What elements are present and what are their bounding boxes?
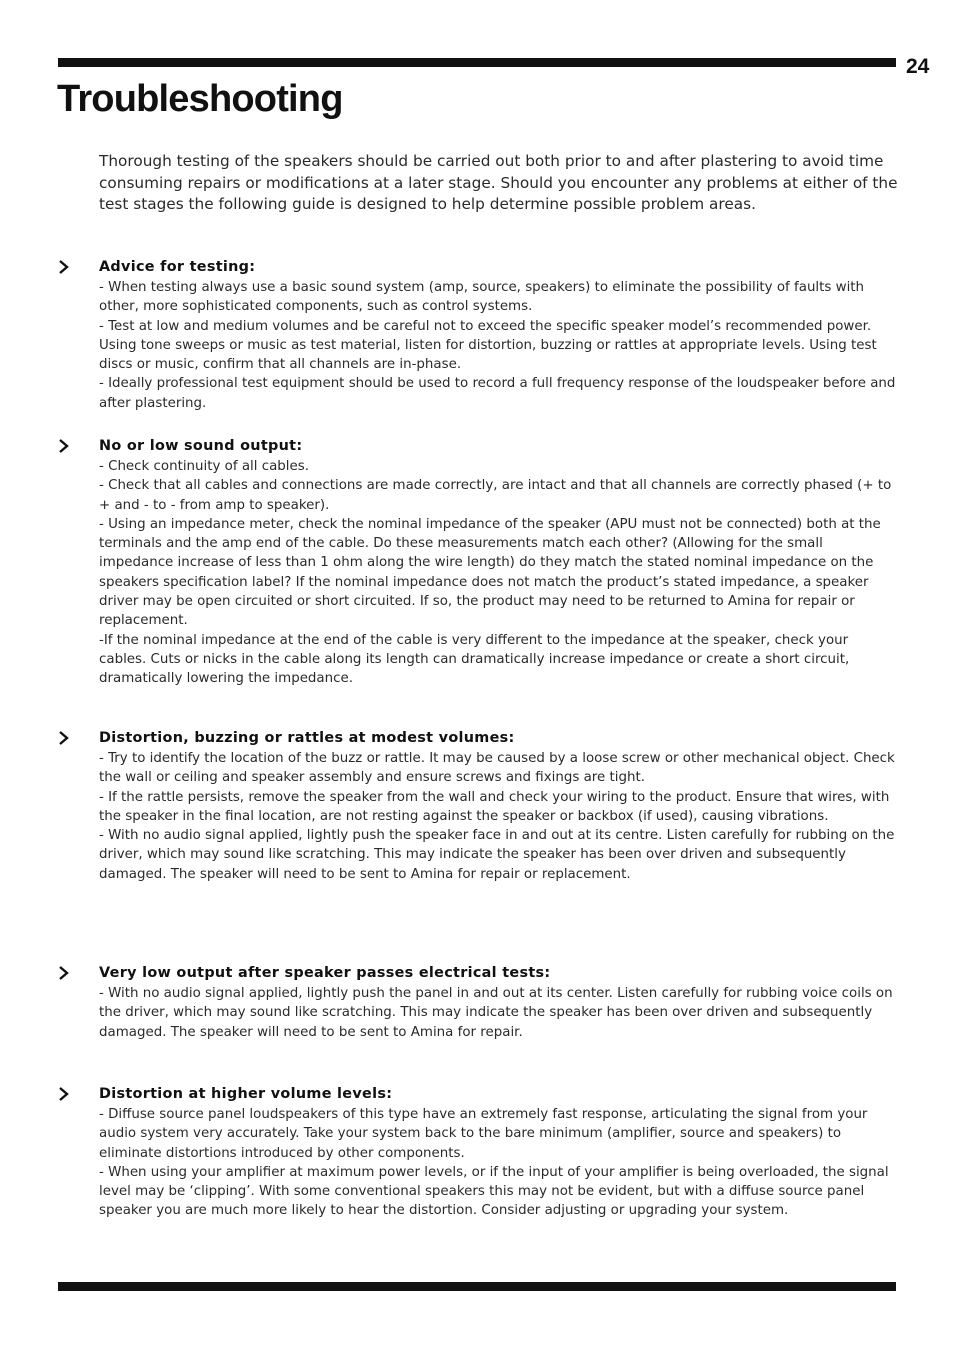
- section-body: [99, 1105, 899, 1221]
- chevron-right-icon: [57, 964, 71, 982]
- section-paragraph: - Check that all cables and connections are made correctly, are intact and that all channels are correctly phased (+ to + and - to - from amp to speaker).: [99, 478, 892, 513]
- page-number: 24: [906, 55, 930, 78]
- section-paragraph: - With no audio signal applied, lightly push the panel in and out at its center. Listen carefully for rubbing voice coils on the driver, which may sound like scratching. This may indicate the speaker has been over driven and subsequently damaged. The speaker will need to be sent to Amina for repair.: [99, 986, 893, 1040]
- section-heading: Distortion at higher volume levels:: [99, 1086, 393, 1102]
- chevron-right-icon: [57, 729, 71, 747]
- section-paragraph: - When using your amplifier at maximum power levels, or if the input of your amplifier is being overloaded, the signal level may be ‘clipping’. With some conventional speakers this may not be evident, but with a diffuse source panel speaker you are much more likely to hear the distortion. Consider adjusting or upgrading your system.: [99, 1164, 889, 1219]
- section-paragraph: - Try to identify the location of the buzz or rattle. It may be caused by a loose screw or other mechanical object. Check the wall or ceiling and speaker assembly and ensure screws and fixings are tight.: [99, 751, 895, 786]
- section-body: [99, 984, 899, 1042]
- chevron-right-icon: [57, 1085, 71, 1103]
- bottom-rule: [58, 1282, 896, 1291]
- section-paragraph: - Using an impedance meter, check the nominal impedance of the speaker (APU must not be connected) both at the terminals and the amp end of the cable. Do these measurements match each other? (Allowing for the small impedance increase of less than 1 ohm along the wire length) do they match the stated nominal impedance on the speakers specification label? If the nominal impedance does not match the product’s stated impedance, a speaker driver may be open circuited or short circuited. If so, the product may need to be returned to Amina for repair or replacement.: [99, 516, 881, 629]
- section-heading: No or low sound output:: [99, 438, 303, 454]
- section-body: [99, 278, 899, 413]
- section-body: [99, 749, 899, 884]
- section-paragraph: - With no audio signal applied, lightly push the speaker face in and out at its centre. Listen carefully for rubbing on the driver, which may sound like scratching. This may indicate the speaker has been over driven and subsequently damaged. The speaker will need to be sent to Amina for repair or replacement.: [99, 828, 895, 882]
- section-paragraph: - Test at low and medium volumes and be careful not to exceed the specific speaker model’s recommended power. Using tone sweeps or music as test material, listen for distortion, buzzing or rattles at appropriate levels. Using test discs or music, confirm that all channels are in-phase.: [99, 318, 877, 373]
- section-heading: Advice for testing:: [99, 259, 256, 275]
- top-rule: [58, 58, 896, 67]
- section-paragraph: - When testing always use a basic sound system (amp, source, speakers) to eliminate the possibility of faults with other, more sophisticated components, such as control systems.: [99, 280, 865, 315]
- intro-paragraph: Thorough testing of the speakers should be carried out both prior to and after plastering to avoid time consuming repairs or modifications at a later stage. Should you encounter any problems at either of the test stages the following guide is designed to help determine possible problem areas.: [99, 152, 898, 214]
- section-heading: Distortion, buzzing or rattles at modest volumes:: [99, 730, 515, 746]
- section-paragraph: - Ideally professional test equipment should be used to record a full frequency response of the loudspeaker before and after plastering.: [99, 376, 896, 411]
- chevron-right-icon: [57, 437, 71, 455]
- section-heading: Very low output after speaker passes electrical tests:: [99, 965, 551, 981]
- section-paragraph: - Check continuity of all cables.: [99, 459, 310, 474]
- section-paragraph: - If the rattle persists, remove the speaker from the wall and check your wiring to the product. Ensure that wires, with the speaker in the final location, are not resting against the speaker or backbox (if used), causing vibrations.: [99, 789, 890, 824]
- section-paragraph: -If the nominal impedance at the end of the cable is very different to the impedance at the speaker, check your cables. Cuts or nicks in the cable along its length can dramatically increase impedance or create a short circuit, dramatically lowering the impedance.: [99, 632, 850, 687]
- section-paragraph: - Diffuse source panel loudspeakers of this type have an extremely fast response, articulating the signal from your audio system very accurately. Take your system back to the bare minimum (amplifier, source and speakers) to eliminate distortions introduced by other components.: [99, 1107, 868, 1161]
- page-title: Troubleshooting: [57, 78, 343, 120]
- section-body: [99, 457, 899, 689]
- chevron-right-icon: [57, 258, 71, 276]
